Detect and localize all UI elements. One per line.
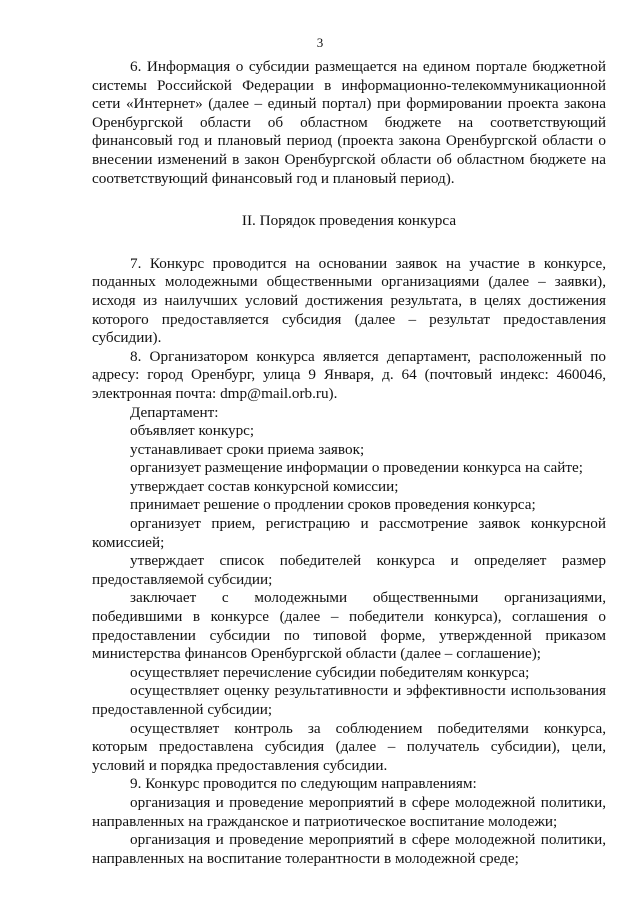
direction-item: организация и проведение мероприятий в сфере молодежной политики, направленных на воспитание толерантности в молодежной среде; xyxy=(92,831,606,867)
paragraph-7: 7. Конкурс проводится на основании заявок на участие в конкурсе, поданных молодежными общественными организациями (далее – заявки), исходя из наилучших условий достижения результата, в целях достижения которого предоставляется субсидия (далее – результат предоставления субсидии). xyxy=(92,254,606,347)
department-item: осуществляет оценку результативности и эффективности использования предоставленной субсидии; xyxy=(92,682,606,718)
department-item: утверждает состав конкурсной комиссии; xyxy=(130,477,399,495)
page-number: 3 xyxy=(316,35,324,50)
paragraph-6: 6. Информация о субсидии размещается на едином портале бюджетной системы Российской Федерации в информационно-телекоммуникационной сети «Интернет» (далее – единый портал) при формировании проекта закона Оренбургской области об областном бюджете на соответствующий финансовый год и плановый период (проекта закона Оренбургской области о внесении изменений в закон Оренбургской области об областном бюджете на соответствующий финансовый год и плановый период). xyxy=(92,58,606,187)
paragraph-8: 8. Организатором конкурса является департамент, расположенный по адресу: город Оренбург, улица 9 Января, д. 64 (почтовый индекс: 460046, электронная почта: dmp@mail.orb.ru). xyxy=(92,347,606,402)
department-item: осуществляет перечисление субсидии победителям конкурса; xyxy=(130,663,530,681)
department-item: принимает решение о продлении сроков проведения конкурса; xyxy=(130,496,536,514)
department-item: устанавливает сроки приема заявок; xyxy=(130,440,365,458)
direction-item: организация и проведение мероприятий в сфере молодежной политики, направленных на гражданское и патриотическое воспитание молодежи; xyxy=(92,793,606,830)
department-item: объявляет конкурс; xyxy=(130,422,255,440)
paragraph-9: 9. Конкурс проводится по следующим направлениям: xyxy=(130,775,477,793)
department-item: организует размещение информации о проведении конкурса на сайте; xyxy=(130,459,584,477)
department-item: заключает с молодежными общественными организациями, победившими в конкурсе (далее – победители конкурса), соглашения о предоставлении субсидии по типовой форме, утвержденной приказом министерства финансов Оренбургской области (далее – соглашение); xyxy=(92,589,606,663)
section-title: II. Порядок проведения конкурса xyxy=(241,212,457,230)
department-item: утверждает список победителей конкурса и определяет размер предоставляемой субсидии; xyxy=(92,552,606,588)
department-item: осуществляет контроль за соблюдением победителями конкурса, которым предоставлена субсидия (далее – получатель субсидии), цели, условий и порядка предоставления субсидии. xyxy=(92,719,606,774)
department-item: организует прием, регистрацию и рассмотрение заявок конкурсной комиссией; xyxy=(92,515,606,551)
department-intro: Департамент: xyxy=(130,403,219,421)
document-body xyxy=(92,58,606,868)
